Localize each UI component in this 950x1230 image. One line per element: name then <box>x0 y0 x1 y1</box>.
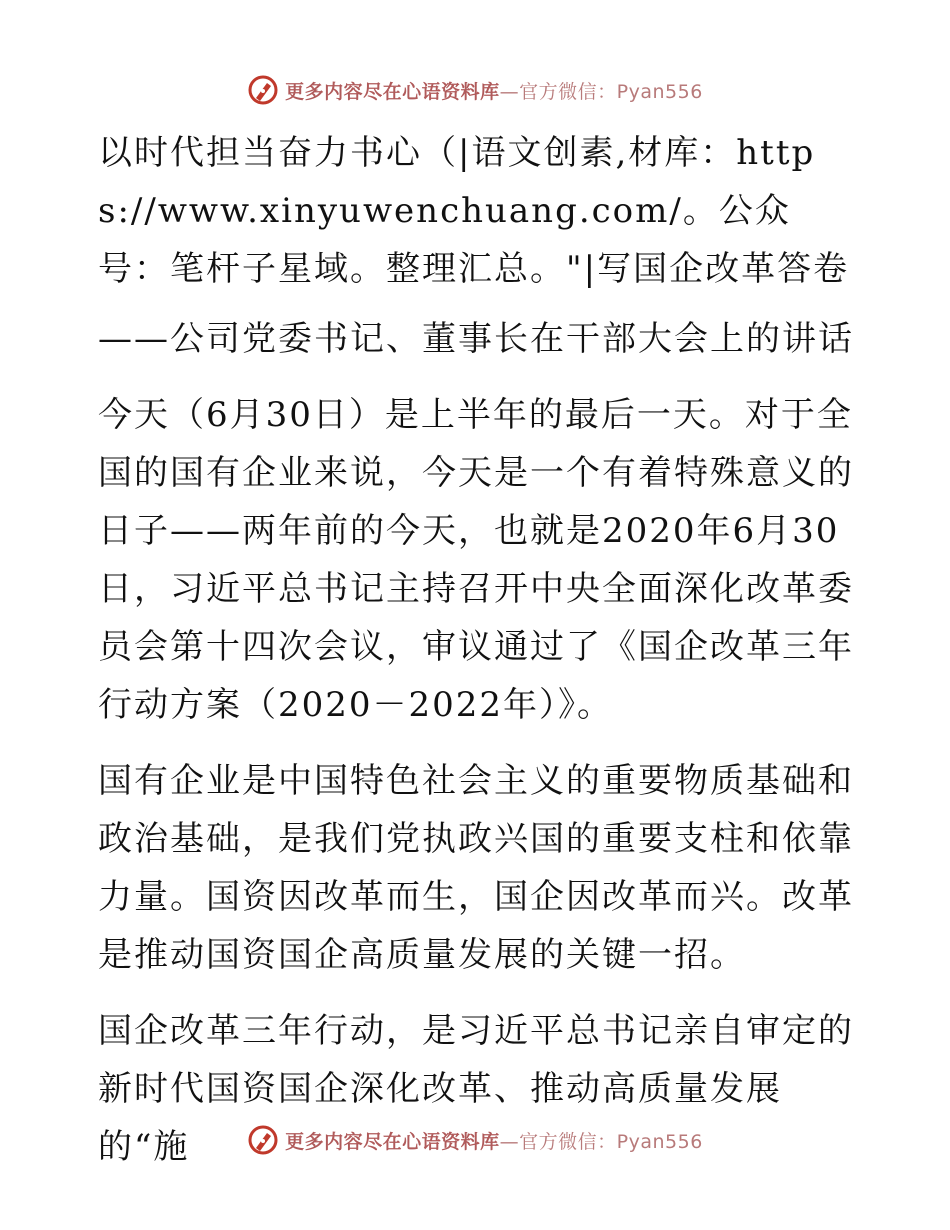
document-subtitle: ——公司党委书记、董事长在干部大会上的讲话 <box>98 319 854 359</box>
pen-nib-circle-icon <box>247 1124 279 1156</box>
paragraph-2: 国有企业是中国特色社会主义的重要物质基础和政治基础，是我们党执政兴国的重要支柱和依靠力量。国资因改革而生，国企因改革而兴。改革是推动国资国企高质量发展的关键一招。 <box>98 761 854 975</box>
watermark-text: 更多内容尽在心语资料库—官方微信：Pyan556 <box>285 1130 703 1153</box>
watermark-header <box>0 70 950 110</box>
pen-nib-circle-icon <box>247 74 279 106</box>
document-body <box>98 124 858 1194</box>
paragraph-3: 国企改革三年行动，是习近平总书记亲自审定的新时代国资国企深化改革、推动高质量发展的“施 <box>98 1011 854 1167</box>
document-title: 以时代担当奋力书心（|语文创素,材库：https://www.xinyuwenchuang.com/。公众号：笔杆子星域。整理汇总。"|写国企改革答卷 <box>98 133 850 289</box>
paragraph-1: 今天（6月30日）是上半年的最后一天。对于全国的国有企业来说，今天是一个有着特殊意义的日子——两年前的今天，也就是2020年6月30日，习近平总书记主持召开中央全面深化改革委员会第十四次会议，审议通过了《国企改革三年行动方案（2020－2022年）》。 <box>98 395 854 725</box>
watermark-footer <box>0 1120 950 1160</box>
watermark-text: 更多内容尽在心语资料库—官方微信：Pyan556 <box>285 80 703 103</box>
